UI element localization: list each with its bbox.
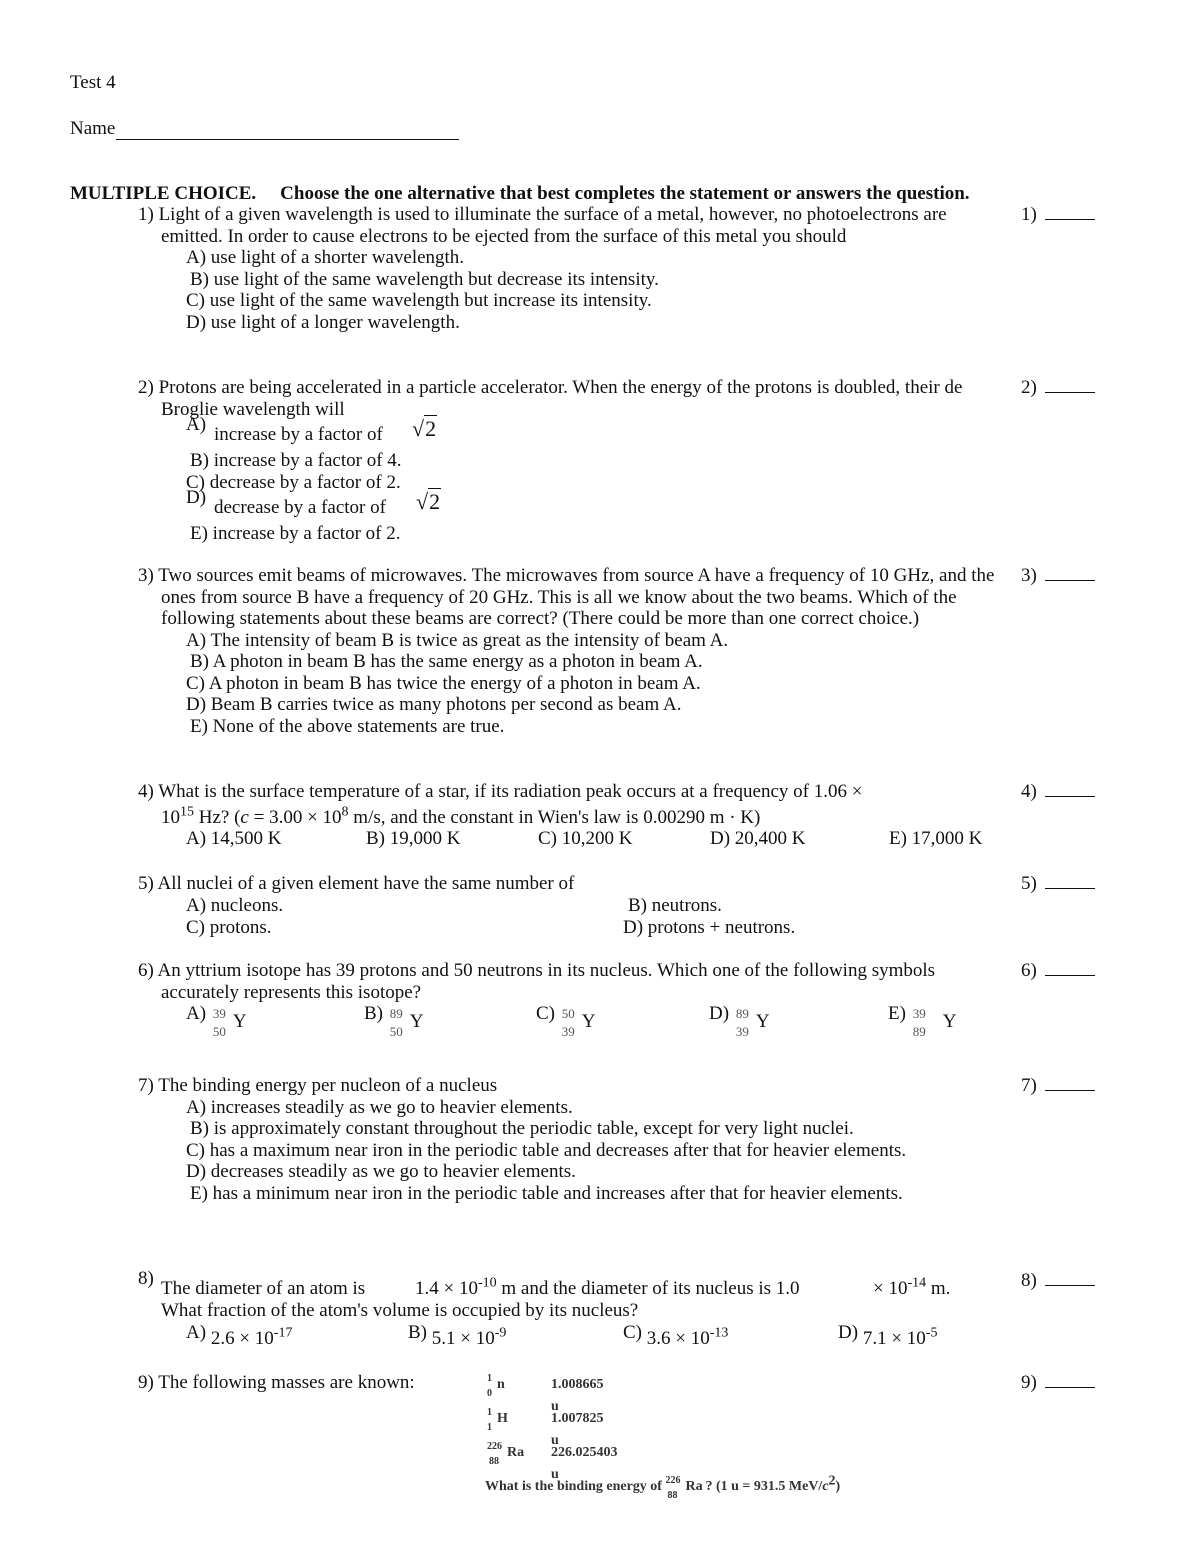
option-d[interactable] [709,1003,778,1039]
option-b[interactable]: B) A photon in beam B has the same energy as a photon in beam A. [190,651,703,672]
option-b[interactable]: B) use light of the same wavelength but decrease its intensity. [190,268,659,290]
mass-row [487,1440,618,1482]
answer-number: 9) [1021,1372,1037,1393]
option-c[interactable]: C) decrease by a factor of 2. [186,471,401,493]
answer-slot-5[interactable] [1021,873,1095,895]
answer-number: 6) [1021,960,1037,981]
option-letter: C) [536,1003,555,1024]
question-3 [138,565,1008,737]
answer-slot-4[interactable] [1021,781,1095,803]
question-stem-line2: What fraction of the atom's volume is occupied by its nucleus? [161,1300,639,1321]
option-b[interactable]: B) is approximately constant throughout the periodic table, except for very light nuclei. [190,1118,854,1139]
option-text: increase by a factor of [214,424,383,445]
question-number: 1) [138,204,154,225]
option-a[interactable] [186,1003,255,1039]
question-stem: Two sources emit beams of microwaves. The microwaves from source A have a frequency of 10 GHz, and the ones from source B have a frequency of 20 GHz. This is all we know about the two beams. Which of the following statements about these beams are correct? (There could be more than one correct choice.) [158,565,995,629]
question-stem-line2: $10^{15}$ Hz? ($c = 3.00 \times 10^8$ m/s, and the constant in Wien's law is 0.00290 m · K) [161,804,761,828]
option-letter: E) [888,1003,906,1024]
answer-blank[interactable] [1045,782,1095,797]
answer-slot-8[interactable] [1021,1270,1095,1292]
question-2 [138,377,1008,545]
nuclide-symbol: 1 1 H [487,1407,508,1433]
option-c[interactable]: C) has a maximum near iron in the periodic table and decreases after that for heavier elements. [186,1139,907,1161]
question-number: 3) [138,565,154,586]
mass-row [487,1406,604,1448]
option-e[interactable]: E) increase by a factor of 2. [190,523,401,544]
question-5 [138,873,1008,939]
option-c[interactable]: C) A photon in beam B has twice the energy of a photon in beam A. [186,672,701,694]
option-a[interactable]: A) increases steadily as we go to heavier elements. [186,1096,573,1118]
mass-row [487,1372,604,1414]
option-a[interactable] [186,414,1008,450]
option-d[interactable]: D) 20,400 K [710,828,806,849]
sqrt-sign: √ [416,489,429,514]
option-d[interactable]: D) $7.1 \times 10^{-5}$ [838,1321,938,1349]
sqrt-radicand: 2 [429,489,441,514]
question-stem: The binding energy per nucleon of a nucleus [158,1075,498,1096]
question-stem: 8) The diameter of an atom is $1.4 \times 10^{-10}$ m and the diameter of its nucleus is 1.0 × $10^{-14}$ m. [138,1268,951,1299]
nuclide-symbol: 1 0 n [487,1373,505,1399]
question-number: 8) [138,1268,154,1289]
mass-value: 1.007825 u [551,1411,604,1448]
question-number: 9) [138,1372,154,1393]
binding-energy-question: What is the binding energy of 226 88 Ra ? (1 u = 931.5 MeV/$c^2$) [485,1473,841,1501]
answer-slot-6[interactable] [1021,960,1095,982]
answer-number: 2) [1021,377,1037,398]
question-number: 2) [138,377,154,398]
option-text: decrease by a factor of [214,497,386,518]
question-stem: All nuclei of a given element have the same number of [157,873,575,894]
question-stem-part1: What is the surface temperature of a star, if its radiation peak occurs at a frequency of 1.06 × [158,781,863,802]
option-d[interactable]: D) decreases steadily as we go to heavier elements. [186,1161,576,1182]
option-letter: A) [186,414,207,435]
option-a[interactable]: A) The intensity of beam B is twice as great as the intensity of beam A. [186,629,729,651]
option-a[interactable]: A) 14,500 K [186,828,282,849]
option-a[interactable]: A) nucleons. [186,894,284,916]
name-field [70,118,459,140]
option-b[interactable]: B) increase by a factor of 4. [190,450,402,471]
nuclide-symbol: 226 88 Ra [665,1475,703,1501]
option-b[interactable]: B) 19,000 K [366,828,461,849]
option-e[interactable]: E) has a minimum near iron in the periodic table and increases after that for heavier elements. [190,1182,903,1204]
option-e[interactable]: E) None of the above statements are true. [190,715,505,737]
question-number: 4) [138,781,154,802]
answer-blank[interactable] [1045,1076,1095,1091]
sqrt-symbol [412,418,437,440]
answer-blank[interactable] [1045,961,1095,976]
section-heading [70,183,970,205]
name-blank[interactable] [116,120,459,140]
option-c[interactable]: C) $3.6 \times 10^{-13}$ [623,1321,729,1349]
question-number: 5) [138,873,154,894]
option-b[interactable]: B) $5.1 \times 10^{-9}$ [408,1321,507,1349]
answer-slot-7[interactable] [1021,1075,1095,1097]
answer-number: 5) [1021,873,1037,894]
option-d[interactable]: D) Beam B carries twice as many photons per second as beam A. [186,694,682,715]
name-label: Name [70,118,116,139]
answer-blank[interactable] [1045,566,1095,581]
nuclide-symbol: 226 88 Ra [487,1441,525,1467]
answer-blank[interactable] [1045,378,1095,393]
option-c[interactable]: C) protons. [186,916,272,938]
question-6 [138,960,1008,1047]
option-d[interactable]: D) use light of a longer wavelength. [186,311,460,333]
mass-value: 1.008665 u [551,1377,604,1414]
question-7 [138,1075,1008,1204]
option-letter: D) [709,1003,730,1024]
answer-number: 8) [1021,1270,1037,1291]
section-instruction: Choose the one alternative that best completes the statement or answers the question. [280,183,970,204]
isotope-symbol: 89 50 Y [389,1006,424,1039]
question-number: 6) [138,960,154,981]
option-c[interactable] [536,1003,604,1039]
question-stem: The following masses are known: [158,1372,415,1393]
answer-number: 4) [1021,781,1037,802]
option-e[interactable] [888,1003,957,1039]
question-stem: Light of a given wavelength is used to illuminate the surface of a metal, however, no photoelectrons are emitted. In order to cause electrons to be ejected from the surface of this metal you should [158,204,947,247]
answer-blank[interactable] [1045,1271,1095,1286]
answer-blank[interactable] [1045,874,1095,889]
answer-slot-2[interactable] [1021,377,1095,399]
question-4 [138,781,1008,850]
answer-blank[interactable] [1045,205,1095,220]
isotope-symbol: 39 50 Y [212,1006,247,1039]
option-d[interactable] [186,487,1008,523]
answer-slot-3[interactable] [1021,565,1095,587]
mass-value: 226.025403 u [551,1445,618,1482]
answer-number: 1) [1021,204,1037,225]
option-c[interactable]: C) use light of the same wavelength but increase its intensity. [186,290,652,311]
option-letter: B) [364,1003,383,1024]
option-a[interactable]: A) $2.6 \times 10^{-17}$ [186,1321,293,1349]
sqrt-sign: √ [412,416,425,441]
option-e[interactable]: E) 17,000 K [889,828,983,849]
question-number: 7) [138,1075,154,1096]
isotope-symbol: 50 39 Y [561,1006,596,1039]
option-b[interactable]: B) neutrons. [628,894,722,916]
question-1 [138,204,1008,333]
option-letter: A) [186,1003,207,1024]
option-c[interactable]: C) 10,200 K [538,828,633,849]
option-b[interactable] [364,1003,432,1039]
answer-slot-1[interactable] [1021,204,1095,226]
sqrt-radicand: 2 [425,416,437,441]
mass-table [487,1372,618,1482]
question-8 [138,1270,1008,1350]
question-stem: An yttrium isotope has 39 protons and 50 neutrons in its nucleus. Which one of the following symbols accurately represents this isotope? [157,960,936,1003]
isotope-symbol: 89 39 Y [735,1006,770,1039]
test-title: Test 4 [70,72,116,93]
option-a[interactable]: A) use light of a shorter wavelength. [186,247,465,268]
section-label: MULTIPLE CHOICE. [70,183,257,204]
answer-number: 3) [1021,565,1037,586]
isotope-symbol: 39 89 Y [912,1006,957,1039]
option-d[interactable]: D) protons + neutrons. [623,916,796,938]
option-letter: D) [186,487,207,508]
answer-blank[interactable] [1045,1373,1095,1388]
sqrt-symbol [416,491,441,513]
question-stem: Protons are being accelerated in a particle accelerator. When the energy of the protons is doubled, their de Broglie wavelength will [158,377,963,420]
answer-slot-9[interactable] [1021,1372,1095,1394]
answer-number: 7) [1021,1075,1037,1096]
